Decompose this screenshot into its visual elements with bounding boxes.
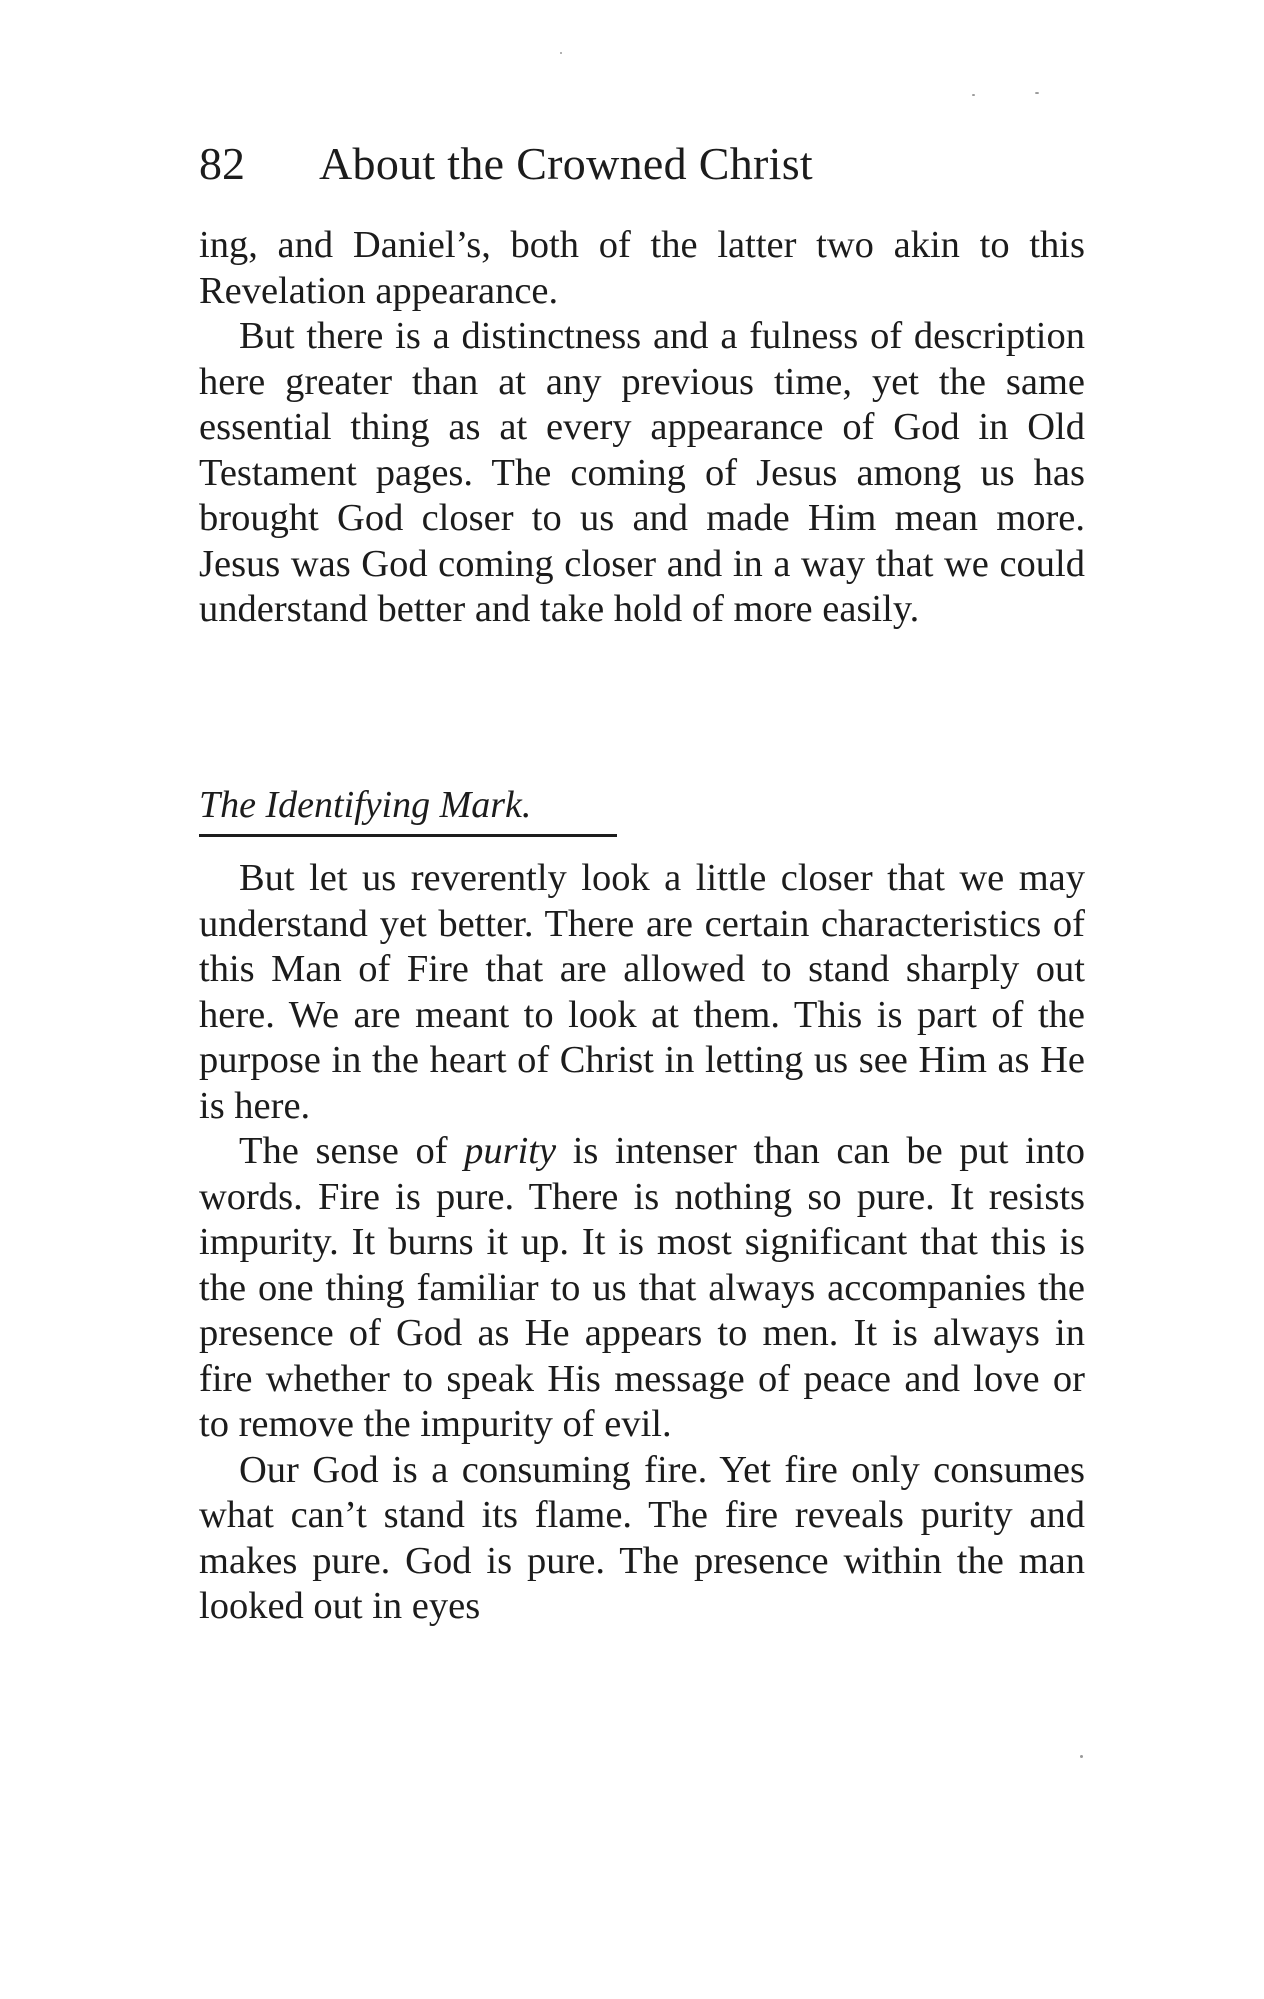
- heading-underline: [199, 834, 617, 837]
- paragraph: [199, 1129, 1085, 1448]
- paragraph-lead: The sense of: [239, 1130, 465, 1172]
- paper-speck: [560, 52, 562, 54]
- page-header: [199, 136, 1089, 192]
- paragraph: But there is a distinctness and a fulness of description here greater than at any previous time, yet the same essential thing as at every appearance of God in Old Testament pages. The coming of Jesus among us has brought God closer to us and made Him mean more. Jesus was God coming closer and in a way that we could understand better and take hold of more easily.: [199, 315, 1085, 630]
- paragraph-continued: ing, and Daniel’s, both of the latter two akin to this Revelation appearance.: [199, 224, 1085, 312]
- paragraph: But let us reverently look a little closer that we may understand yet better. There are certain characteristics of this Man of Fire that are allowed to stand sharply out here. We are meant to look at them. This is part of the purpose in the heart of Christ in letting us see Him as He is here.: [199, 857, 1085, 1127]
- section-heading: The Identifying Mark.: [199, 784, 532, 826]
- page-number: 82: [199, 138, 245, 189]
- text-block-bottom: [199, 856, 1085, 1630]
- running-title: About the Crowned Christ: [319, 138, 813, 189]
- paper-speck: [972, 94, 975, 96]
- text-block-top: [199, 223, 1085, 633]
- paragraph: Our God is a consuming fire. Yet fire only consumes what can’t stand its flame. The fire reveals purity and makes pure. God is pure. The presence within the man looked out in eyes: [199, 1448, 1085, 1627]
- emphasis-text: purity: [464, 1130, 557, 1172]
- paragraph-rest: is intenser than can be put into words. Fire is pure. There is nothing so pure. It resists impurity. It burns it up. It is most significant that this is the one thing familiar to us that always accompanies the presence of God as He appears to men. It is always in fire whether to speak His message of peace and love or to remove the impurity of evil.: [199, 1130, 1085, 1445]
- paper-speck: [1080, 1755, 1083, 1758]
- paper-speck: [1035, 92, 1039, 94]
